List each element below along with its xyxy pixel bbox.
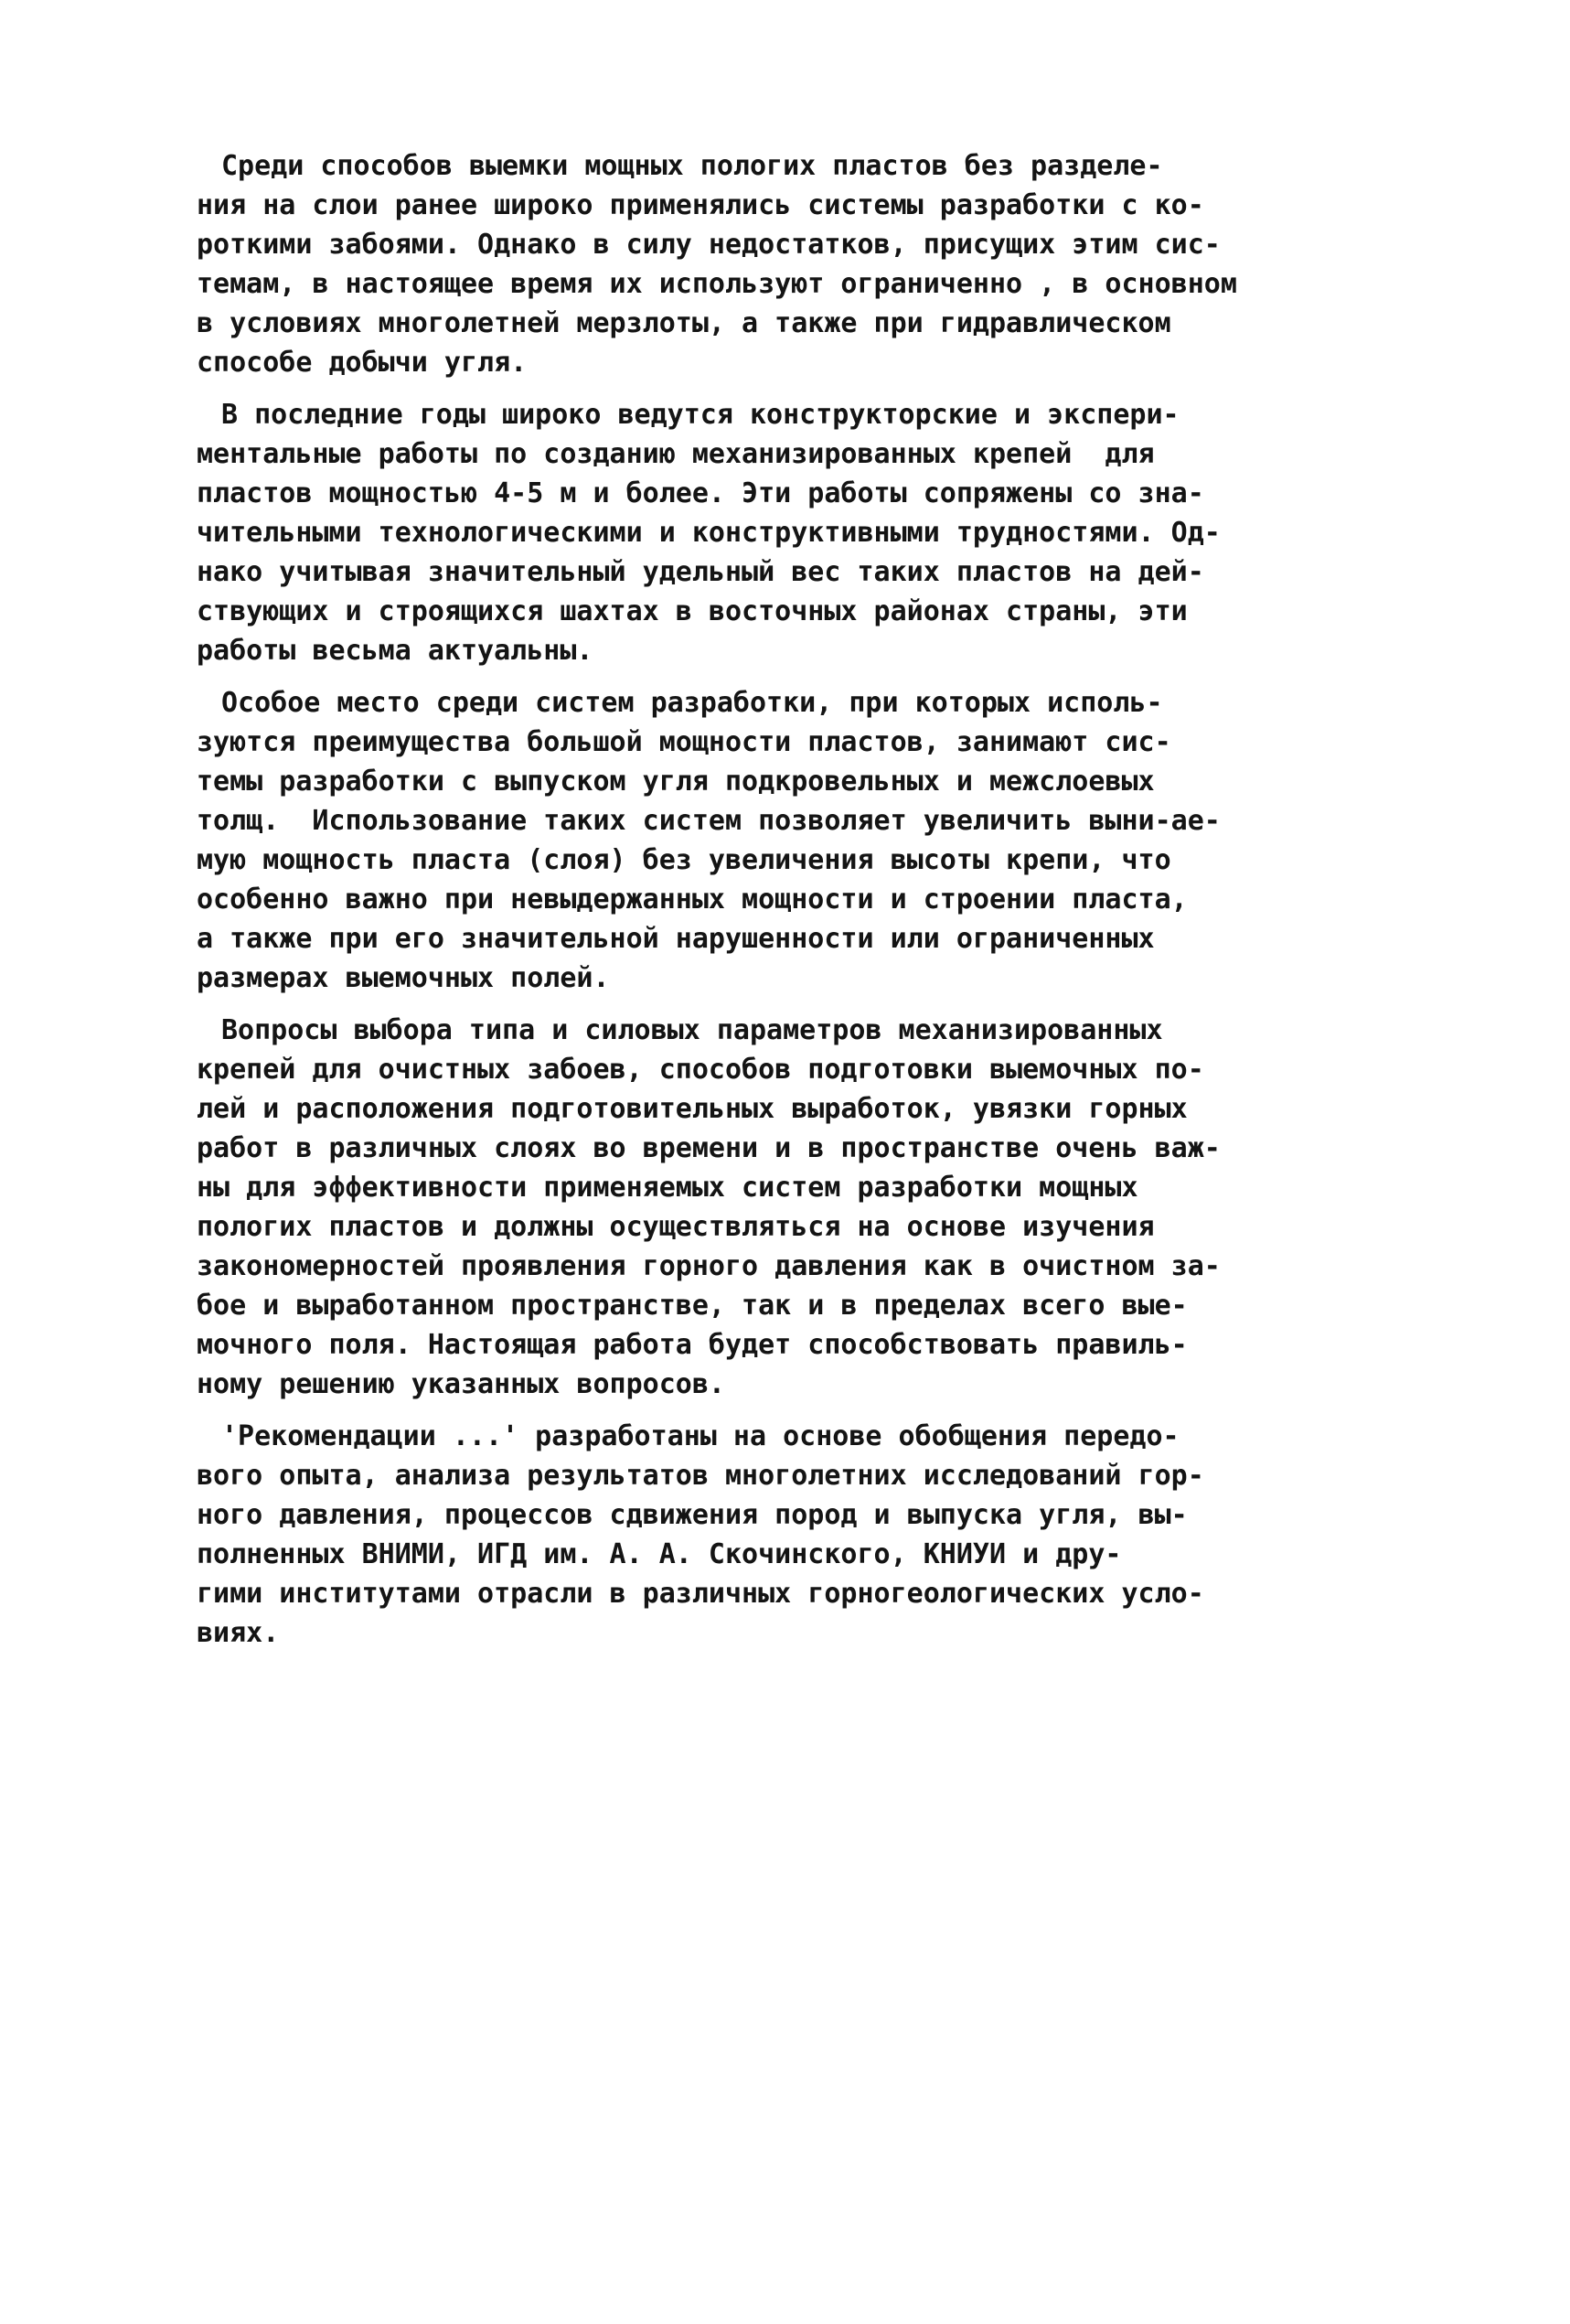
paragraph-2 [197,395,1458,670]
text-line: пологих пластов и должны осуществляться на основе изучения [197,1211,1155,1243]
text-line: 'Рекомендации ...' разработаны на основе обобщения передо- [221,1420,1180,1452]
paragraph-3 [197,683,1458,998]
text-line: гими институтами отрасли в различных горногеологических усло- [197,1578,1204,1610]
text-line: ного давления, процессов сдвижения пород и выпуска угля, вы- [197,1499,1188,1531]
text-line: мочного поля. Настоящая работа будет способствовать правиль- [197,1329,1188,1361]
text-line: ния на слои ранее широко применялись системы разработки с ко- [197,189,1204,221]
text-line: Особое место среди систем разработки, при которых исполь- [221,687,1163,719]
text-line: а также при его значительной нарушенности или ограниченных [197,923,1155,955]
text-line: Вопросы выбора типа и силовых параметров механизированных [221,1014,1163,1046]
text-line: толщ. Использование таких систем позволяет увеличить выни-ае- [197,805,1221,837]
text-line: работы весьма актуальны. [197,635,593,667]
text-line: размерах выемочных полей. [197,962,610,994]
text-line: темы разработки с выпуском угля подкровельных и межслоевых [197,766,1155,798]
body-text [197,146,1458,1665]
text-line: крепей для очистных забоев, способов подготовки выемочных по- [197,1054,1204,1086]
text-line: лей и расположения подготовительных выработок, увязки горных [197,1093,1188,1125]
text-line: работ в различных слоях во времени и в пространстве очень важ- [197,1132,1221,1164]
text-line: способе добычи угля. [197,347,528,379]
text-line: в условиях многолетней мерзлоты, а также при гидравлическом [197,307,1171,339]
text-line: роткими забоями. Однако в силу недостатков, присущих этим сис- [197,229,1221,261]
text-line: мую мощность пласта (слоя) без увеличения высоты крепи, что [197,844,1171,876]
text-line: зуются преимущества большой мощности пластов, занимают сис- [197,726,1171,758]
text-line: В последние годы широко ведутся конструкторские и экспери- [221,399,1180,431]
text-line: закономерностей проявления горного давления как в очистном за- [197,1250,1221,1282]
paragraph-5 [197,1417,1458,1653]
text-line: чительными технологическими и конструктивными трудностями. Од- [197,517,1221,549]
paragraph-1 [197,146,1458,382]
paragraph-4 [197,1011,1458,1404]
text-line: полненных ВНИМИ, ИГД им. А. А. Скочинского, КНИУИ и дру- [197,1538,1122,1570]
text-line: ному решению указанных вопросов. [197,1368,725,1400]
text-line: ны для эффективности применяемых систем разработки мощных [197,1172,1138,1204]
text-line: пластов мощностью 4-5 м и более. Эти работы сопряжены со зна- [197,477,1204,509]
text-line: темам, в настоящее время их используют ограниченно , в основном [197,268,1237,300]
text-line: вого опыта, анализа результатов многолетних исследований гор- [197,1460,1204,1492]
text-line: нако учитывая значительный удельный вес таких пластов на дей- [197,556,1204,588]
text-line: бое и выработанном пространстве, так и в пределах всего вые- [197,1290,1188,1322]
text-line: Среди способов выемки мощных пологих пластов без разделе- [221,150,1163,182]
text-line: ментальные работы по созданию механизированных крепей для [197,438,1155,470]
text-line: ствующих и строящихся шахтах в восточных районах страны, эти [197,595,1188,627]
text-line: виях. [197,1617,280,1649]
text-line: особенно важно при невыдержанных мощности и строении пласта, [197,884,1188,916]
